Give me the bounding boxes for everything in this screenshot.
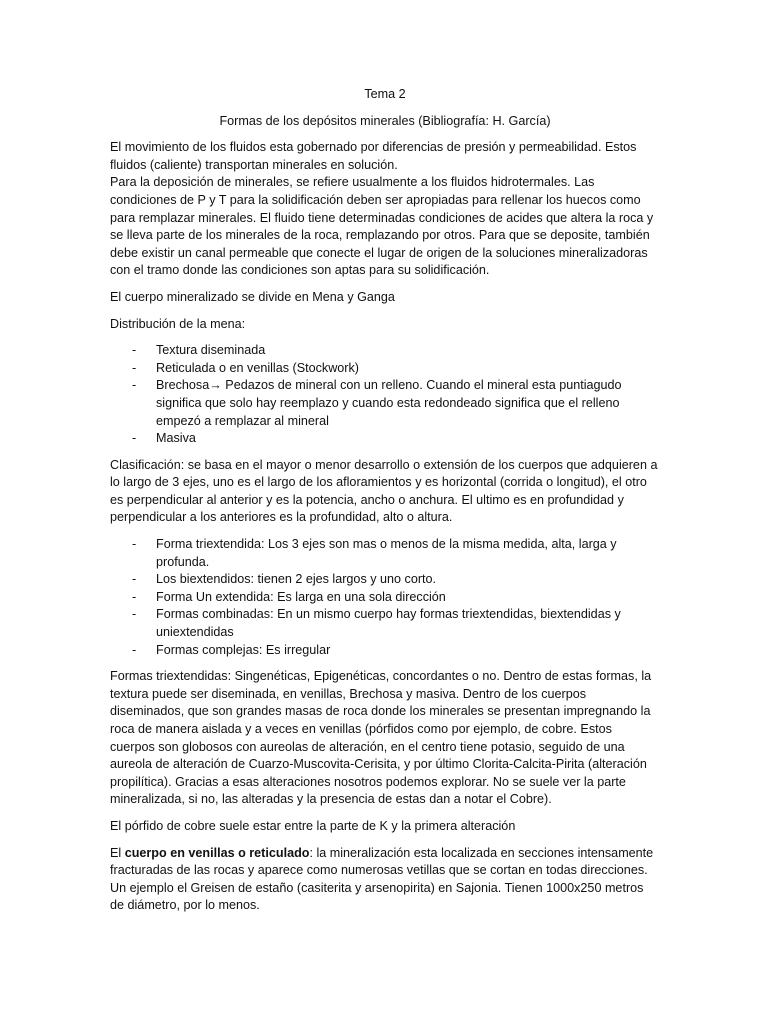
venillas-paragraph bbox=[110, 845, 660, 915]
list-item: - Formas combinadas: En un mismo cuerpo hay formas triextendidas, biextendidas y uniextendidas bbox=[156, 606, 660, 641]
list-item: - Reticulada o en venillas (Stockwork) bbox=[156, 360, 660, 378]
distribucion-heading: Distribución de la mena: bbox=[110, 316, 246, 331]
list-item: - Formas complejas: Es irregular bbox=[156, 642, 660, 660]
venillas-text: : la mineralización esta localizada en secciones intensamente fracturadas de las rocas y aparece como numerosas vetillas que se cortan en todas direcciones. Un ejemplo el Greisen de estaño (casiterita y arsenopirita) en Sajonia. Tienen 1000x250 metros de diámetro, por lo menos. bbox=[110, 845, 654, 913]
formas-list bbox=[110, 536, 660, 659]
list-item: - Masiva bbox=[156, 430, 660, 448]
page-subtitle: Formas de los depósitos minerales (Bibliografía: H. García) bbox=[219, 113, 551, 128]
cuerpo-paragraph: El cuerpo mineralizado se divide en Mena y Ganga bbox=[110, 289, 395, 304]
clasificacion-paragraph: Clasificación: se basa en el mayor o menor desarrollo o extensión de los cuerpos que adquieren a lo largo de 3 ejes, uno es el largo de los afloramientos y es horizontal (corrida o longitud), el otro es perpendicular al anterior y es la potencia, ancho o anchura. El ultimo es en profundidad y perpendicular a los anteriores es la profundidad, alto o altura. bbox=[110, 457, 658, 525]
page-title: Tema 2 bbox=[364, 87, 406, 101]
intro-sentence-fluids: El movimiento de los fluidos esta gobernado por diferencias de presión y permeabilidad. Estos fluidos (caliente) transportan minerales en solución. bbox=[110, 140, 637, 172]
venillas-term: cuerpo en venillas o reticulado bbox=[124, 845, 310, 860]
list-item: - Textura diseminada bbox=[156, 342, 660, 360]
distribucion-list bbox=[110, 342, 660, 448]
porfido-paragraph: El pórfido de cobre suele estar entre la parte de K y la primera alteración bbox=[110, 818, 516, 833]
venillas-prefix: El bbox=[110, 845, 125, 860]
intro-sentence-deposition: Para la deposición de minerales, se refiere usualmente a los fluidos hidrotermales. Las condiciones de P y T para la solidificación deben ser apropiadas para rellenar los huecos como para remplazar minerales. El fluido tiene determinadas condiciones de acides que altera la roca y se lleva parte de los minerales de la roca, remplazando por otros. Para que se deposite, también debe existir un canal permeable que conecte el lugar de origen de la soluciones mineralizadoras con el tramo donde las condiciones son aptas para su solidificación. bbox=[110, 175, 654, 278]
list-item: - Forma triextendida: Los 3 ejes son mas o menos de la misma medida, alta, larga y profunda. bbox=[156, 536, 660, 571]
document-page bbox=[110, 86, 660, 924]
list-item: - Los biextendidos: tienen 2 ejes largos y uno corto. bbox=[156, 571, 660, 589]
triextendidas-paragraph: Formas triextendidas: Singenéticas, Epigenéticas, concordantes o no. Dentro de estas formas, la textura puede ser diseminada, en venillas, Brechosa y masiva. Dentro de los cuerpos diseminados, que son grandes masas de roca donde los minerales se presentan impregnando la roca de manera aislada y a veces en venillas (pórfidos como por ejemplo, de cobre. Estos cuerpos son globosos con aureolas de alteración, en el centro tiene potasio, seguido de una aureola de alteración de Cuarzo-Muscovita-Cerisita, y por último Clorita-Calcita-Pirita (alteración propilítica). Gracias a esas alteraciones nosotros podemos explorar. No se suele ver la parte mineralizada, si no, las alteradas y la presencia de estas dan a notar el Cobre). bbox=[110, 669, 652, 807]
list-item: - Brechosa→ Pedazos de mineral con un relleno. Cuando el mineral esta puntiagudo significa que solo hay reemplazo y cuando esta redondeado significa que el relleno empezó a remplazar al mineral bbox=[156, 377, 660, 430]
intro-paragraph bbox=[110, 139, 660, 280]
list-item: - Forma Un extendida: Es larga en una sola dirección bbox=[156, 589, 660, 607]
